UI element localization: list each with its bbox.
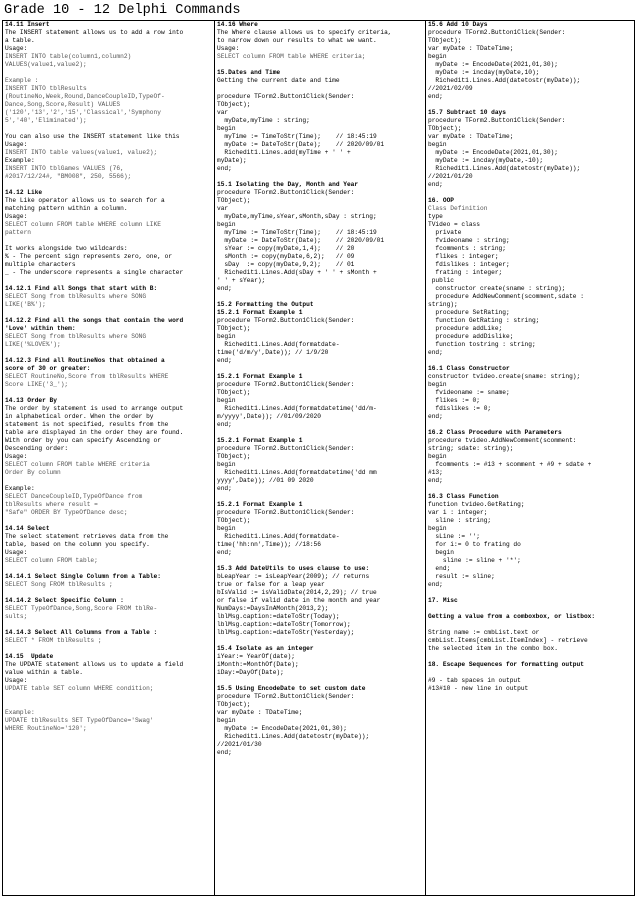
text-line: begin	[217, 125, 236, 132]
text-line	[217, 365, 423, 373]
text-line: procedure tvideo.AddNewComment(scomment:	[428, 437, 577, 444]
text-line	[5, 565, 212, 573]
text-line: procedure TForm2.Button1Click(Sender:	[428, 29, 566, 36]
text-line: SELECT column FROM table WHERE criteria;	[217, 53, 366, 60]
text-line	[5, 237, 212, 245]
text-line: m/yyyy',Date)); //01/09/2020	[217, 413, 321, 420]
section-heading: 15.2 Formatting the Output	[217, 301, 314, 308]
text-line	[428, 357, 632, 365]
section-heading: 14.14.2 Select Specific Column :	[5, 597, 124, 604]
text-line: statement is not specified, results from the	[5, 421, 169, 428]
section-heading: 14.15 Update	[5, 653, 54, 660]
text-line: TObject);	[428, 37, 462, 44]
text-line: TObject);	[217, 325, 251, 332]
text-line: end;	[428, 413, 443, 420]
text-line: value within a table.	[5, 669, 83, 676]
text-line: type	[428, 213, 443, 220]
text-line: SELECT Song from tblResults where SONG	[5, 333, 147, 340]
text-line: Richedit1.Lines.Add(sDay + ' ' + sMonth +	[217, 269, 377, 276]
text-line: SELECT RoutineNo,Score from tblResults WHERE	[5, 373, 169, 380]
text-line: begin	[428, 549, 454, 556]
text-line: end;	[428, 349, 443, 356]
text-line: procedure TForm2.Button1Click(Sender:	[217, 381, 355, 388]
document-sheet	[2, 20, 635, 896]
text-line: end;	[217, 549, 232, 556]
text-line: #13#10 - new line in output	[428, 685, 529, 692]
section-heading: 15.2.1 Format Example 1	[217, 309, 303, 316]
text-line: TObject);	[217, 453, 251, 460]
text-line: //2021/01/30	[217, 741, 262, 748]
text-line: myDate := incday(myDate,-10);	[428, 157, 544, 164]
text-line: Richedit1.Lines.add(myTime + ' ' +	[217, 149, 351, 156]
text-line: procedure TForm2.Button1Click(Sender:	[217, 445, 355, 452]
text-line: var myDate : TDateTime;	[217, 709, 303, 716]
text-line: Example :	[5, 77, 39, 84]
text-line: begin	[217, 461, 236, 468]
text-line: myDate := DateToStr(Date); // 2020/09/01	[217, 141, 385, 148]
text-line: iDay:=DayOf(Date);	[217, 669, 284, 676]
text-line: fcomments : string;	[428, 245, 506, 252]
text-line: lblMsg.caption:=dateToStr(Tomorrow);	[217, 621, 351, 628]
section-heading: 16.3 Class Function	[428, 493, 499, 500]
text-line: fcomments := #13 + scomment + #9 + sdate +	[428, 461, 592, 468]
text-line: string; sdate: string);	[428, 445, 514, 452]
text-line: procedure SetRating;	[428, 309, 510, 316]
text-line: end;	[217, 421, 232, 428]
text-line	[5, 701, 212, 709]
text-line: INSERT INTO table(column1,column2)	[5, 53, 132, 60]
section-heading: 15.2.1 Format Example 1	[217, 373, 303, 380]
text-line: lblMsg.caption:=dateToStr(Today);	[217, 613, 340, 620]
text-line: LIKE('%LOVE%');	[5, 341, 61, 348]
text-line	[428, 101, 632, 109]
text-line: UPDATE tblResults SET TypeOfDance='Swag'	[5, 717, 154, 724]
text-line: yyyy',Date)); //01 09 2020	[217, 477, 314, 484]
text-line: Getting the current date and time	[217, 77, 340, 84]
text-line: result := sline;	[428, 573, 495, 580]
column-3	[425, 21, 634, 895]
text-line: #9 - tab spaces in output	[428, 677, 521, 684]
text-line: public	[428, 277, 454, 284]
text-line	[217, 429, 423, 437]
text-line	[217, 677, 423, 685]
section-heading: 14.14 Select	[5, 525, 50, 532]
text-line: SELECT Song from tblResults where SONG	[5, 293, 147, 300]
text-line: INSERT INTO tblGames VALUES (76,	[5, 165, 124, 172]
text-line: Richedit1.Lines.Add(formatdate-	[217, 341, 340, 348]
text-line: Usage:	[5, 141, 28, 148]
text-line: Usage:	[5, 213, 28, 220]
section-heading: 15.2.1 Format Example 1	[217, 501, 303, 508]
text-line: begin	[217, 397, 236, 404]
text-line: lblMsg.caption:=dateToStr(Yesterday);	[217, 629, 355, 636]
text-line: begin	[428, 453, 447, 460]
text-line: TObject);	[217, 517, 251, 524]
text-line	[5, 589, 212, 597]
text-line: sMonth := copy(myDate,6,2); // 09	[217, 253, 355, 260]
text-line: iYear:= YearOf(date);	[217, 653, 295, 660]
text-line: function tvideo.GetRating;	[428, 501, 525, 508]
text-line: procedure TForm2.Button1Click(Sender:	[217, 693, 355, 700]
text-line: TObject);	[217, 701, 251, 708]
text-line: multiple characters	[5, 261, 76, 268]
text-line: With order by you can specify Ascending or	[5, 437, 161, 444]
section-heading: 15.7 Subtract 10 days	[428, 109, 506, 116]
text-line: myTime := TimeToStr(Time); // 18:45:19	[217, 229, 377, 236]
text-line: WHERE RoutineNo='120';	[5, 725, 87, 732]
text-line: fvideoname : string;	[428, 237, 510, 244]
text-line: Usage:	[5, 549, 28, 556]
text-line: time('hh:nn',Time)); //18:56	[217, 541, 321, 548]
text-line: string);	[428, 301, 458, 308]
text-line	[428, 589, 632, 597]
text-line: procedure TForm2.Button1Click(Sender:	[217, 93, 355, 100]
text-line	[5, 477, 212, 485]
text-line: Richedit1.Lines.Add(datetostr(myDate));	[428, 77, 581, 84]
text-line: fdislikes : integer;	[428, 261, 510, 268]
text-line: It works alongside two wildcards:	[5, 245, 128, 252]
text-line: true or false for a leap year	[217, 581, 325, 588]
text-line: in alphabetical order. When the order by	[5, 413, 154, 420]
text-line: myDate := incday(myDate,10);	[428, 69, 540, 76]
text-line	[5, 517, 212, 525]
section-heading: 14.16 Where	[217, 21, 258, 28]
text-line: The order by statement is used to arrange output	[5, 405, 184, 412]
text-line: sDay := copy(myDate,9,2); // 01	[217, 261, 355, 268]
text-line: Order By column	[5, 469, 61, 476]
text-line: private	[428, 229, 462, 236]
column-1	[3, 21, 214, 895]
text-line: or false if valid date in the month and year	[217, 597, 381, 604]
text-line	[5, 309, 212, 317]
section-heading: 14.12 Like	[5, 189, 43, 196]
text-line: Example:	[5, 485, 35, 492]
text-line	[217, 293, 423, 301]
text-line	[5, 389, 212, 397]
text-line: SELECT column FROM table WHERE column LIKE	[5, 221, 161, 228]
text-line: Score LIKE('3_');	[5, 381, 69, 388]
text-line: bLeapYear := isLeapYear(2009); // returns	[217, 573, 370, 580]
text-line: iMonth:=MonthOf(Date);	[217, 661, 299, 668]
text-line: Class Definition	[428, 205, 488, 212]
section-heading: Getting a value from a comboxbox, or listbox:	[428, 613, 596, 620]
text-line: #2017/12/24#, "BM008", 250, 5566);	[5, 173, 132, 180]
section-heading: 14.12.2 Find all the songs that contain the word	[5, 317, 184, 324]
text-line: Descending order:	[5, 445, 69, 452]
section-heading: 15.5 Using EncodeDate to set custom date	[217, 685, 366, 692]
text-line: begin	[217, 221, 236, 228]
text-line: TObject);	[217, 101, 251, 108]
text-line: a table.	[5, 37, 35, 44]
page-title: Grade 10 - 12 Delphi Commands	[4, 3, 241, 18]
text-line: begin	[428, 525, 447, 532]
section-heading: 16.1 Class Constructor	[428, 365, 510, 372]
text-line: Usage:	[5, 677, 28, 684]
text-line: var	[217, 205, 229, 212]
text-line: SELECT column FROM table WHERE criteria	[5, 461, 150, 468]
text-line: INSERT INTO table values(value1, value2);	[5, 149, 158, 156]
text-line: procedure AddNewComment(scomment,sdate :	[428, 293, 584, 300]
text-line: pattern	[5, 229, 31, 236]
text-line: fvideoname := sname;	[428, 389, 510, 396]
section-heading: 16.2 Class Procedure with Parameters	[428, 429, 562, 436]
text-line: NumDays:=DaysInAMonth(2013,2);	[217, 605, 329, 612]
text-line	[217, 85, 423, 93]
text-line: flikes : integer;	[428, 253, 499, 260]
text-line: procedure addDislike;	[428, 333, 514, 340]
text-line: table, based on the column you specify.	[5, 541, 150, 548]
section-heading: 15.6 Add 10 Days	[428, 21, 488, 28]
text-line	[217, 557, 423, 565]
text-line: Usage:	[5, 45, 28, 52]
text-line: procedure TForm2.Button1Click(Sender:	[217, 317, 355, 324]
text-line: //2021/02/09	[428, 85, 473, 92]
text-line: sline : string;	[428, 517, 492, 524]
section-heading: 14.13 Order By	[5, 397, 57, 404]
section-heading: 15.Dates and Time	[217, 69, 281, 76]
text-line: procedure TForm2.Button1Click(Sender:	[217, 189, 355, 196]
text-line: tblResults where result =	[5, 501, 98, 508]
text-line: sYear := copy(myDate,1,4); // 20	[217, 245, 355, 252]
text-line: Richedit1.Lines.Add(formatdatetime('dd/m-	[217, 405, 377, 412]
text-line: end;	[217, 165, 232, 172]
text-line	[428, 485, 632, 493]
text-line: myDate := EncodeDate(2021,01,30);	[217, 725, 347, 732]
text-line: INSERT INTO tblResults	[5, 85, 87, 92]
column-2	[214, 21, 425, 895]
text-line: Richedit1.Lines.Add(datetostr(myDate));	[217, 733, 370, 740]
text-line: You can also use the INSERT statement like this	[5, 133, 180, 140]
text-line: end;	[428, 565, 451, 572]
text-line: SELECT * FROM tblResults ;	[5, 637, 102, 644]
text-line	[217, 173, 423, 181]
text-line: SELECT Song FROM tblResults ;	[5, 581, 113, 588]
text-line: var myDate : TDateTime;	[428, 45, 514, 52]
section-heading: 14.14.3 Select All Columns from a Table :	[5, 629, 158, 636]
text-line: Example:	[5, 157, 35, 164]
text-line: The Where clause allows us to specify criteria,	[217, 29, 392, 36]
text-line: The INSERT statement allows us to add a row into	[5, 29, 184, 36]
text-line: end;	[217, 285, 232, 292]
text-line: cmbList.Items[cmbList.ItemIndex] - retrieve	[428, 637, 588, 644]
text-line: function tostring : string;	[428, 341, 536, 348]
text-line: frating : integer;	[428, 269, 503, 276]
text-line	[5, 621, 212, 629]
text-line: myDate,myTime : string;	[217, 117, 310, 124]
text-line: "Safe" ORDER BY TypeOfDance desc;	[5, 509, 128, 516]
text-line: Usage:	[5, 453, 28, 460]
section-heading: 17. Misc	[428, 597, 458, 604]
text-line	[428, 621, 632, 629]
text-line: SELECT TypeOfDance,Song,Score FROM tblRe-	[5, 605, 158, 612]
text-line: end;	[428, 181, 443, 188]
text-line	[5, 69, 212, 77]
text-line	[5, 693, 212, 701]
text-line: The select statement retrieves data from the	[5, 533, 169, 540]
text-line: //2021/01/20	[428, 173, 473, 180]
text-line: SELECT column FROM table;	[5, 557, 98, 564]
section-heading: 14.12.3 Find all RoutineNos that obtained a	[5, 357, 165, 364]
section-heading: 14.11 Insert	[5, 21, 50, 28]
text-line	[217, 493, 423, 501]
text-line: sline := sline + '*';	[428, 557, 521, 564]
text-line: (RoutineNo,Week,Round,DanceCoupleID,TypeOf-	[5, 93, 165, 100]
text-line: sults;	[5, 613, 28, 620]
text-line: myTime := TimeToStr(Time); // 18:45:19	[217, 133, 377, 140]
text-line: Richedit1.Lines.Add(formatdate-	[217, 533, 340, 540]
text-line: #13;	[428, 469, 443, 476]
text-line: TVideo = class	[428, 221, 480, 228]
section-heading: 16. OOP	[428, 197, 454, 204]
text-line: end;	[217, 357, 232, 364]
section-heading: 14.12.1 Find all Songs that start with B:	[5, 285, 158, 292]
text-line: TObject);	[428, 125, 462, 132]
section-heading: 15.3 Add DateUtils to uses clause to use:	[217, 565, 370, 572]
text-line: UPDATE table SET column WHERE condition;	[5, 685, 154, 692]
text-line: matching pattern within a column.	[5, 205, 128, 212]
text-line	[5, 645, 212, 653]
text-line	[428, 421, 632, 429]
text-line: constructor tvideo.create(sname: string);	[428, 373, 581, 380]
text-line: procedure addLike;	[428, 325, 503, 332]
text-line: begin	[217, 717, 236, 724]
text-line: LIKE('B%');	[5, 301, 46, 308]
text-line: table are displayed in the order they are found.	[5, 429, 184, 436]
text-line: function GetRating : string;	[428, 317, 540, 324]
text-line: Richedit1.Lines.Add(formatdatetime('dd mm	[217, 469, 377, 476]
text-line: end;	[428, 581, 443, 588]
text-line: begin	[217, 333, 236, 340]
text-line: the selected item in the combo box.	[428, 645, 558, 652]
text-line: String name := cmbList.text or	[428, 629, 540, 636]
section-heading: 15.4 Isolate as an integer	[217, 645, 314, 652]
text-line	[217, 61, 423, 69]
text-line	[5, 277, 212, 285]
text-line: var myDate : TDateTime;	[428, 133, 514, 140]
text-line: ' ' + sYear);	[217, 277, 266, 284]
text-line: begin	[428, 141, 447, 148]
section-heading: score of 30 or greater:	[5, 365, 91, 372]
text-line: myDate := DateToStr(Date); // 2020/09/01	[217, 237, 385, 244]
text-line: sLine := '';	[428, 533, 480, 540]
text-line: bIsValid := isValidDate(2014,2,29); // true	[217, 589, 377, 596]
text-line: TObject);	[217, 389, 251, 396]
text-line: var	[217, 109, 229, 116]
text-line	[428, 605, 632, 613]
text-line: end;	[428, 93, 443, 100]
text-line	[5, 181, 212, 189]
section-heading: 18. Escape Sequences for formatting output	[428, 661, 584, 668]
text-line	[217, 637, 423, 645]
text-line: % - The percent sign represents zero, one, or	[5, 253, 173, 260]
text-line: time('d/m/y',Date)); // 1/9/20	[217, 349, 329, 356]
text-line: to narrow down our results to what we want.	[217, 37, 377, 44]
text-line	[428, 653, 632, 661]
text-line: begin	[428, 53, 447, 60]
text-line: myDate := EncodeDate(2021,01,30);	[428, 149, 558, 156]
text-line	[5, 125, 212, 133]
text-line: flikes := 0;	[428, 397, 480, 404]
text-line: end;	[428, 477, 443, 484]
text-line: The Like operator allows us to search for a	[5, 197, 165, 204]
text-line: myDate,myTime,sYear,sMonth,sDay : string;	[217, 213, 377, 220]
text-line: begin	[217, 525, 236, 532]
text-line: TObject);	[217, 197, 251, 204]
text-line: Example:	[5, 709, 35, 716]
section-heading: 15.1 Isolating the Day, Month and Year	[217, 181, 359, 188]
text-line: Richedit1.Lines.Add(datetostr(myDate));	[428, 165, 581, 172]
text-line	[428, 189, 632, 197]
section-heading: 14.14.1 Select Single Column from a Table:	[5, 573, 161, 580]
text-line	[5, 349, 212, 357]
text-line: ('120','13','2','15','Classical','Symphony	[5, 109, 161, 116]
text-line: constructor create(sname : string);	[428, 285, 566, 292]
text-line: Dance,Song,Score,Result) VALUES	[5, 101, 121, 108]
text-line: procedure TForm2.Button1Click(Sender:	[428, 117, 566, 124]
section-heading: 15.2.1 Format Example 1	[217, 437, 303, 444]
text-line: end;	[217, 485, 232, 492]
text-line: for i:= 0 to frating do	[428, 541, 521, 548]
text-line: end;	[217, 749, 232, 756]
text-line: _ - The underscore represents a single character	[5, 269, 184, 276]
text-line: var i : integer;	[428, 509, 488, 516]
text-line: myDate := EncodeDate(2021,01,30);	[428, 61, 558, 68]
text-line: begin	[428, 381, 447, 388]
text-line: VALUES(value1,value2);	[5, 61, 87, 68]
text-line: procedure TForm2.Button1Click(Sender:	[217, 509, 355, 516]
text-line: fdislikes := 0;	[428, 405, 492, 412]
text-line: The UPDATE statement allows us to update a field	[5, 661, 184, 668]
text-line: SELECT DanceCoupleID,TypeOfDance from	[5, 493, 143, 500]
text-line: Usage:	[217, 45, 240, 52]
text-line: myDate);	[217, 157, 247, 164]
text-line	[428, 669, 632, 677]
section-heading: 'Love' within them:	[5, 325, 76, 332]
text-line: 5','40','Eliminated');	[5, 117, 87, 124]
